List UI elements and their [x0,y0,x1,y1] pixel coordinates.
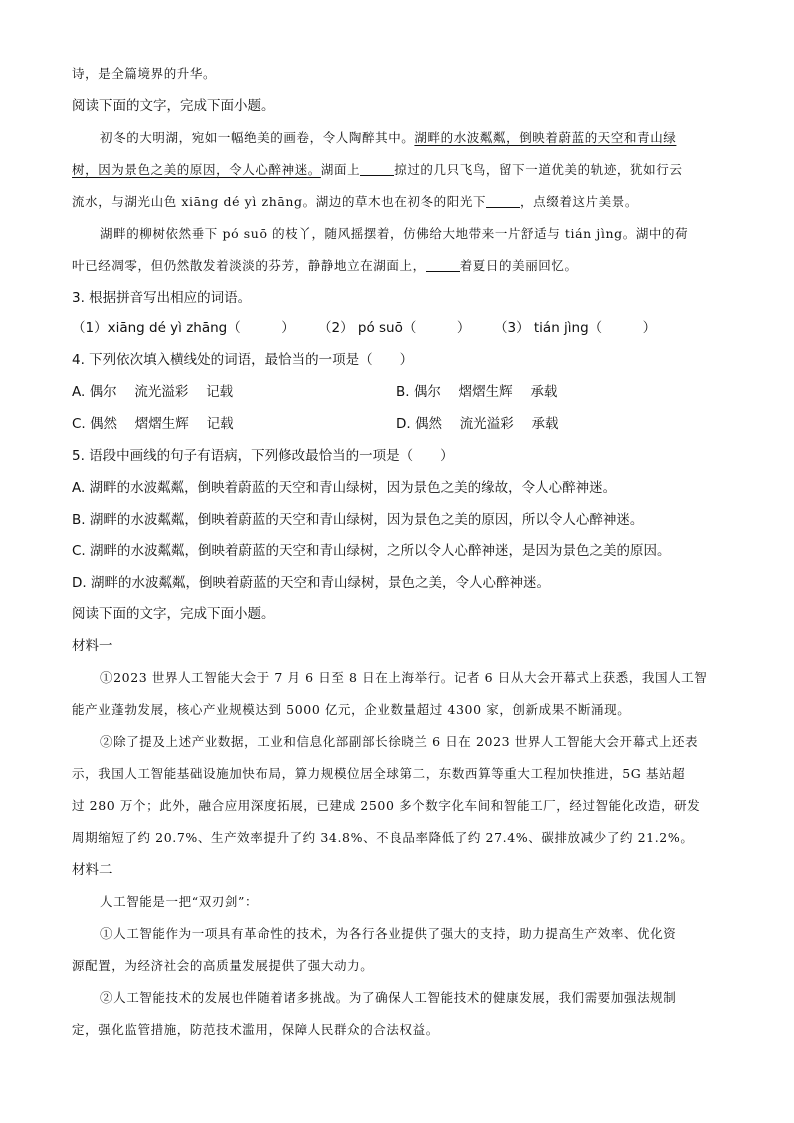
passage1-line2: 树，因为景色之美的原因，令人心醉神迷。湖面上 掠过的几只飞鸟，留下一道优美的轨迹，犹如行云 [72,162,683,177]
fill-blank-3 [426,257,460,272]
fill-blank-2 [486,193,520,208]
material-2-para1-line2: 源配置，为经济社会的高质量发展提供了强大动力。 [72,958,374,973]
question-3-item-3: （3） tián jìng（ ） [494,320,657,336]
passage1-line1: 初冬的大明湖，宛如一幅绝美的画卷，令人陶醉其中。湖畔的水波粼粼，倒映着蔚蓝的天空和青山绿 [100,130,677,145]
fill-blank-1 [360,161,394,176]
passage2-line2: 叶已经凋零，但仍然散发着淡淡的芬芳，静静地立在湖面上， 着夏日的美丽回忆。 [72,258,578,273]
material-1-para1-line2: 能产业蓬勃发展，核心产业规模达到 5000 亿元，企业数量超过 4300 家，创新成果不断涌现。 [72,702,631,717]
question-5-option-b: B. 湖畔的水波粼粼，倒映着蔚蓝的天空和青山绿树，因为景色之美的原因，所以令人心醉神迷。 [72,512,644,528]
question-5: 5. 语段中画线的句子有语病，下列修改最恰当的一项是（ ） [72,448,454,464]
underlined-sentence-part1: 湖畔的水波粼粼，倒映着蔚蓝的天空和青山绿 [414,130,677,145]
underlined-sentence-part2: 树，因为景色之美的原因，令人心醉神迷。 [72,162,321,177]
question-5-option-d: D. 湖畔的水波粼粼，倒映着蔚蓝的天空和青山绿树，景色之美，令人心醉神迷。 [72,575,550,591]
reading-instruction-1: 阅读下面的文字，完成下面小题。 [72,98,275,114]
passage2-line1: 湖畔的柳树依然垂下 pó suō 的枝丫，随风摇摆着，仿佛给大地带来一片舒适与 tián jìng。湖中的荷 [100,226,689,241]
material-2-intro: 人工智能是一把“双刃剑”： [100,894,259,909]
question-3-item-2: （2） pó suō（ ） [318,320,471,336]
question-3-item-1: （1）xiāng dé yì zhāng（ ） [72,320,295,336]
question-4-option-a: A. 偶尔 流光溢彩 记载 [72,384,234,400]
material-2-para2-line2: 定，强化监管措施，防范技术滥用，保障人民群众的合法权益。 [72,1022,439,1037]
question-5-option-c: C. 湖畔的水波粼粼，倒映着蔚蓝的天空和青山绿树，之所以令人心醉神迷，是因为景色之美的原因。 [72,543,671,559]
poem-summary-line: 诗，是全篇境界的升华。 [72,66,217,81]
material-2-heading: 材料二 [72,862,113,878]
question-4-option-d: D. 偶然 流光溢彩 承载 [396,416,559,432]
material-1-para2-line4: 周期缩短了约 20.7%、生产效率提升了约 34.8%、不良品率降低了约 27.4%、碳排放减少了约 21.2%。 [72,830,694,845]
material-2-para2-line1: ②人工智能技术的发展也伴随着诸多挑战。为了确保人工智能技术的健康发展，我们需要加强法规制 [100,990,677,1005]
question-5-option-a: A. 湖畔的水波粼粼，倒映着蔚蓝的天空和青山绿树，因为景色之美的缘故，令人心醉神迷。 [72,480,617,496]
question-4-option-b: B. 偶尔 熠熠生辉 承载 [396,384,558,400]
question-3: 3. 根据拼音写出相应的词语。 [72,290,252,306]
material-1-para2-line2: 示，我国人工智能基础设施加快布局，算力规模位居全球第二，东数西算等重大工程加快推进，5G 基站超 [72,766,686,781]
question-4-option-c: C. 偶然 熠熠生辉 记载 [72,416,234,432]
passage1-line3: 流水，与湖光山色 xiāng dé yì zhāng。湖边的草木也在初冬的阳光下 ，点缀着这片美景。 [72,194,638,209]
material-1-para2-line3: 过 280 万个；此外，融合应用深度拓展，已建成 2500 多个数字化车间和智能工厂，经过智能化改造，研发 [72,798,701,813]
material-1-para1-line1: ①2023 世界人工智能大会于 7 月 6 日至 8 日在上海举行。记者 6 日从大会开幕式上获悉，我国人工智 [100,670,708,685]
question-4: 4. 下列依次填入横线处的词语，最恰当的一项是（ ） [72,352,414,368]
material-1-heading: 材料一 [72,638,113,654]
reading-instruction-2: 阅读下面的文字，完成下面小题。 [72,606,275,622]
material-2-para1-line1: ①人工智能作为一项具有革命性的技术，为各行各业提供了强大的支持，助力提高生产效率、优化资 [100,926,677,941]
material-1-para2-line1: ②除了提及上述产业数据，工业和信息化部副部长徐晓兰 6 日在 2023 世界人工智能大会开幕式上还表 [100,734,699,749]
